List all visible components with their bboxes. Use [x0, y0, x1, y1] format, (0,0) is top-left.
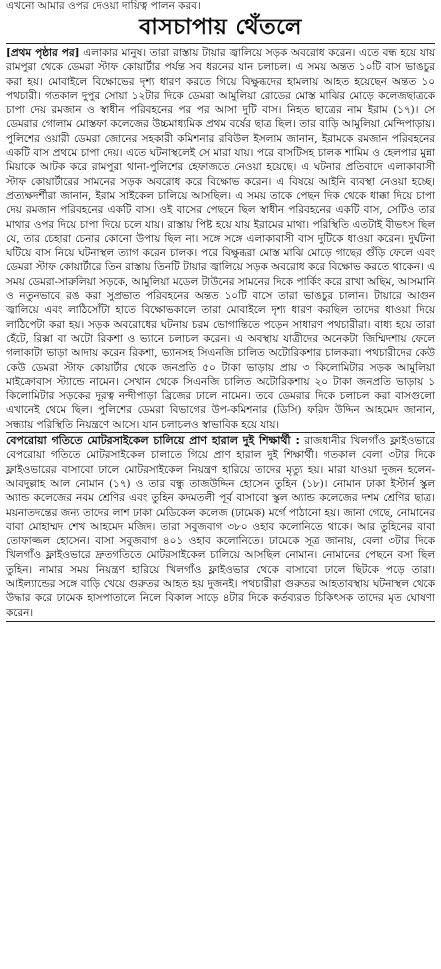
article-body	[6, 46, 435, 622]
article-text-part-1: এলাকার মানুষ। তারা রাস্তায় টায়ার জ্বালিয়ে সড়ক অবরোধ করেন। এতে বন্ধ হয়ে যায় রামপুরা থেকে ডেমরা স্টাফ কোয়ার্টার পর্যন্ত সব ধরনের যান চলাচল। এ সময় অন্তত ১০টি বাস ভাঙচুর করা হয়। মোবাইলে বিক্ষোভের দৃশ্য ধারণ করতে গিয়ে বিক্ষুব্ধদের হামলায় আহত হয়েছেন অন্তত ১০ পথচারী। গতকাল দুপুর সোয়া ১২টার দিকে ডেমরা আমুলিয়া রোডের মোস্ত মাঝির মোড়ে কলেজছাত্রকে চাপা দেয় রমজান ও স্বাধীন পরিবহনের পর পর আসা দুটি বাস। নিহত ছাত্রের নাম ইরাম (১৭)। সে ডেমরার গোলাম মোস্তফা কলেজের উচ্চমাধ্যমিক প্রথম বর্ষের ছাত্র ছিল। তার বাড়ি আমুলিয়া মেন্দিপাড়ায়। পুলিশের ওয়ারী ডেমরা জোনের সহকারী কমিশনার রবিউল ইসলাম জানান, ইরামকে রমজান পরিবহনের একটি বাস প্রথমে চাপা দেয়। এতে ঘটনাস্থলেই সে মারা যায়। পরে বাসটিসহ চালক শামিম ও হেলপার মুন্না মিয়াকে আটক করে রামপুরা থানা-পুলিশের হেফাজতে নেওয়া হয়েছে। এ ঘটনার প্রতিবাদে এলাকাবাসী স্টাফ কোয়ার্টারের সামনের সড়ক অবরোধ করে বিক্ষোভ করেন। এ বিষয়ে আইনি ব্যবস্থা নেওয়া হচ্ছে। প্রত্যক্ষদর্শীরা জানান, ইরাম সাইকেল চালিয়ে আসছিল। এ সময় তাকে পেছন দিক থেকে ধাক্কা দিয়ে চাপা দেয় রমজান পরিবহনের একটি বাস। ওই বাসের পেছনে ছিল স্বাধীন পরিবহনের একটি বাস, সেটিও তার মাথার ওপর দিয়ে চাপা দিয়ে চলে যায়। রাস্তায় পিষ্ট হয়ে যায় ইরামের মাথা। পরিস্থিতি এতটাই বীভৎস ছিল যে, তার চেহারা চেনার কোনো উপায় ছিল না। সঙ্গে সঙ্গে এলাকাবাসী বাস দুটিকে ধাওয়া করেন। দুর্ঘটনা ঘটিয়ে বাস নিয়ে ঘটনাস্থল ত্যাগ করেন চালক। পরে বিক্ষুব্ধরা মোস্ত মাঝি মোড়ে গাছের গুঁড়ি ফেলে এবং ডেমরা স্টাফ কোয়ার্টারে তিন রাস্তায় তিনটি টায়ার জ্বালিয়ে সড়ক অবরোধ করে বিক্ষোভ করতে থাকেন। এ সময় ডেমরা-সারুলিয়া সড়কে, আমুলিয়া মডেল টাউনের সামনের দিকে পার্কিং করে রাখা অছিম, আসমানি ও নতুনভাবে রঙ করা সুপ্রভাত পরিবহনের অন্তত ১০টি বাসে তারা ভাঙচুর চালান। টায়ারে আগুন জ্বালিয়ে এবং লাঠিসোঁটা হাতে বিক্ষোভকালে তারা মোবাইলে দৃশ্য ধারণ করছিল তাদের ধাওয়া দিয়ে লাঠিপেটা করা হয়। সড়ক অবরোধের ঘটনায় চরম ভোগান্তিতে পড়েন সাধারণ পথচারীরা। বাধ্য হয়ে তারা হেঁটে, রিক্সা বা অটো রিকশা ও ভ্যানে চলাচল করেন। এ অবস্থায় যাত্রীদের অনেকটা জিম্মিদশায় ফেলে গলাকাটা ভাড়া আদায় করেন রিকশা, ভ্যানসহ সিএনজি চালিত অটোরিকশার চালকরা। পথচারীদের কেউ কেউ ডেমরা স্টাফ কোয়ার্টার থেকে জনপ্রতি ৫০ টাকা ভাড়ায় প্রায় ৩ কিলোমিটার সড়ক আমুলিয়া মাইক্রোবাস স্ট্যান্ডে নামেন। সেখান থেকে সিএনজি চালিত অটোরিকশায় ২০ টাকা জনপ্রতি ভাড়ায় ১ কিলোমিটার সড়কের দূরত্ব নন্দীপাড়া ব্রিজের ঢালে নামেন। তবে ডেমরার দিকে চলাচল করা বাসগুলো এখানেই থেমে ছিল। পুলিশের ডেমরা বিভাগের উপ-কমিশনার (ডিসি) ফরিদ উদ্দিন আহমেদ জানান, সন্ধ্যায় পরিস্থিতি নিয়ন্ত্রণে আসে। যান চলাচলও স্বাভাবিক হয়ে যায়।	[6, 47, 435, 431]
sub-article-paragraph	[6, 432, 435, 622]
sub-headline: বেপরোয়া গতিতে মোটরসাইকেল চালিয়ে প্রাণ হারাল দুই শিক্ষার্থী :	[6, 434, 300, 448]
article-text-part-2: রাজধানীর খিলগাঁও ফ্লাইওভারে বেপরোয়া গতিতে মোটরসাইকেল চালাতে গিয়ে প্রাণ হারাল দুই শিক্ষার্থী। গতকাল বেলা ৩টার দিকে ফ্লাইওভারের বাসাবো ঢালে মোটরসাইকেল নিয়ন্ত্রণ হারিয়ে তাদের মৃত্যু হয়। মারা যাওয়া দুজন হলেন- আবদুল্লাহ আল নোমান (১৭) ও তার বন্ধু তাজউদ্দিন হোসেন তুহিন (১৮)। নোমান ঢাকা ইস্টার্ন স্কুল অ্যান্ড কলেজের নবম শ্রেণির এবং তুহিন কদমতলী পূর্ব বাসাবো স্কুল অ্যান্ড কলেজের দশম শ্রেণির ছাত্র। ময়নাতদন্তের জন্য তাদের লাশ ঢাকা মেডিকেল কলেজ (ঢামেক) মর্গে পাঠানো হয়। জানা গেছে, নোমানের বাবা মোহাম্মদ শেখ আহমেদ মজিদ। তারা সবুজবাগ ৩৮০ ওহাব কলোনিতে থাকে। আর তুহিনের বাবা তোফাজ্জল হোসেন। বাসা সবুজবাগ ৪০১ ওহাব কলোনিতে। ঢামেকে সূত্র জানায়, বেলা ৩টার দিকে খিলগাঁও ফ্লাইওভারে দ্রুতগতিতে মোটরসাইকেল চালিয়ে আসছিল নোমান। নোমানের পেছনে বসা ছিল তুহিন। নামার সময় নিয়ন্ত্রণ হারিয়ে খিলগাঁও ফ্লাইওভার থেকে বাসাবো ঢালে ছিটকে পড়ে তারা। আইল্যান্ডের সঙ্গে বাড়ি খেয়ে গুরুতর আহত হয় দুজনই। পথচারীরা গুরুতর আহতাবস্থায় ঘটনাস্থল থেকে উদ্ধার করে ঢামেক হাসপাতালে নিলে বিকাল সাড়ে ৪টার দিকে কর্তব্যরত চিকিৎসক তাদের মৃত ঘোষণা করেন।	[6, 435, 435, 619]
continued-marker: [প্রথম পৃষ্ঠার পর]	[6, 47, 80, 59]
article-headline: বাসচাপায় থেঁতলে	[6, 13, 435, 44]
previous-article-last-line: এখনো আমার ওপর দেওয়া দায়িত্ব পালন করব।	[6, 0, 201, 12]
article-paragraph	[6, 46, 435, 432]
